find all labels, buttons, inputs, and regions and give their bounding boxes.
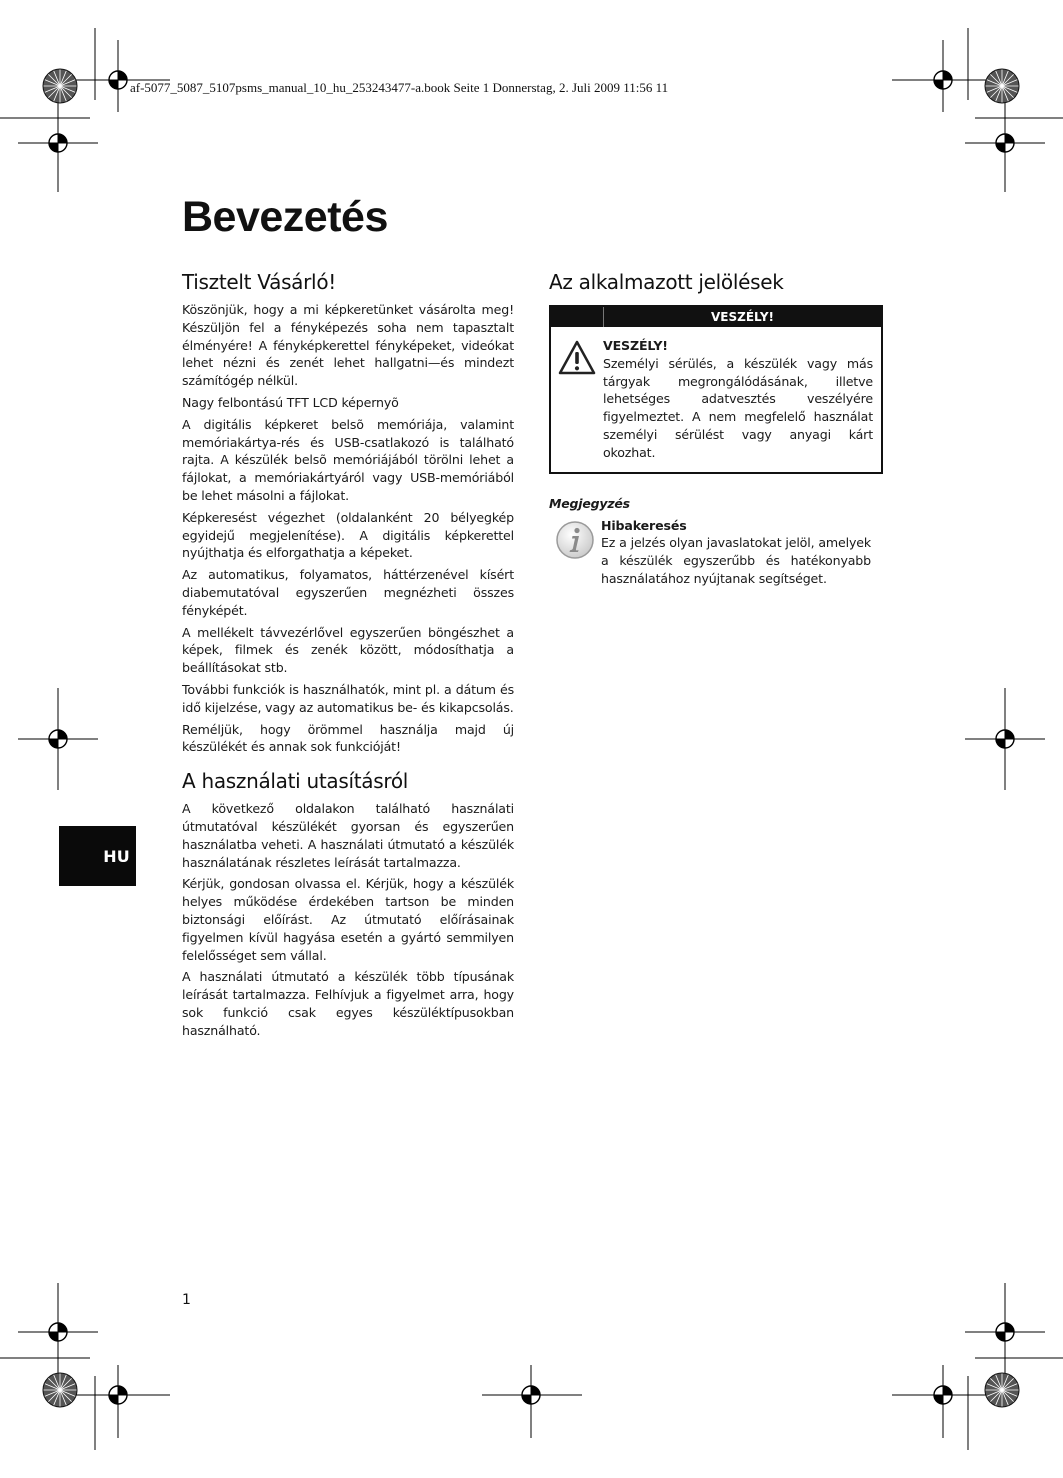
print-header: af-5077_5087_5107psms_manual_10_hu_253243477-a.book Seite 1 Donnerstag, 2. Juli 2009 11:56 11: [130, 80, 669, 95]
paragraph: Kérjük, gondosan olvassa el. Kérjük, hogy a készülék helyes működése érdekében tartson be minden biztonsági előírást. Az útmutató előírásainak figyelmen kívül hagyása esetén a gyártó semmilyen felelősséget sem vállal.: [182, 876, 514, 963]
right-column: [549, 270, 881, 592]
section-heading-symbols: Az alkalmazott jelölések: [549, 270, 784, 294]
section-heading-manual: A használati utasításról: [182, 769, 409, 794]
warning-triangle-icon: [551, 337, 603, 466]
danger-header: [551, 307, 881, 327]
paragraph: A mellékelt távvezérlővel egyszerűen böngészhet a képek, filmek és zenék között, módosíthatja a beállításokat stb.: [182, 624, 514, 676]
page-title: Bevezetés: [182, 193, 388, 241]
note-label: Megjegyzés: [549, 495, 630, 511]
danger-header-spacer: [551, 307, 604, 327]
paragraph: Az automatikus, folyamatos, háttérzenével kísért diabemutatóval egyszerűen megnézheti összes fényképét.: [182, 567, 514, 618]
danger-description: Személyi sérülés, a készülék vagy más tárgyak megrongálódásának, illetve lehetséges adatvesztés veszélyére figyelmeztet. A nem megfelelő használat személyi sérülést vagy anyagi kárt okozhat.: [603, 355, 873, 460]
danger-title: VESZÉLY!: [603, 338, 668, 353]
note-title: Hibakeresés: [601, 517, 687, 533]
page-number: 1: [182, 1292, 191, 1308]
language-tab: HU: [59, 826, 136, 886]
paragraph: Köszönjük, hogy a mi képkeretünket vásárolta meg! Készüljön fel a fényképezés soha nem tapasztalt élményére! A fényképkerettel fényképeket, videókat lehet nézni és zenét lehet hallgatni—és mindezt számítógép nélkül.: [182, 302, 514, 389]
paragraph: A digitális képkeret belsõ memóriája, valamint memóriakártya-rés és USB-csatlakozó is található rajta. A készülék belsõ memóriájából törölni lehet a fájlokat, a memóriakártyáról vagy USB-memóriából be lehet másolni a fájlokat.: [182, 416, 514, 503]
paragraph: Képkeresést végezhet (oldalanként 20 bélyegkép egyidejű megjelenítése). A digitális képkerettel nyújthatja és elforgathatja a képeket.: [182, 509, 514, 561]
danger-body: [551, 327, 881, 472]
info-icon: [549, 517, 601, 592]
note-block: [549, 517, 881, 592]
danger-box: [549, 305, 883, 474]
note-text: [601, 517, 871, 592]
paragraph: További funkciók is használhatók, mint pl. a dátum és idő kijelzése, vagy az automatikus be- és kikapcsolás.: [182, 681, 514, 715]
danger-header-label: VESZÉLY!: [711, 310, 774, 324]
paragraph: Reméljük, hogy örömmel használja majd új készülékét és annak sok funkcióját!: [182, 721, 514, 755]
left-column: [182, 270, 514, 1043]
paragraph: Nagy felbontású TFT LCD képernyõ: [182, 394, 399, 410]
note-description: Ez a jelzés olyan javaslatokat jelöl, amelyek a készülék egyszerűbb és hatékonyabb használatához nyújtanak segítséget.: [601, 535, 871, 586]
paragraph: A következő oldalakon található használati útmutatóval készülékét gyorsan és egyszerűen használatba veheti. A használati útmutató a készülék használatának részletes leírását tartalmazza.: [182, 801, 514, 870]
section-heading-greeting: Tisztelt Vásárló!: [182, 270, 336, 294]
danger-text: [603, 337, 873, 466]
paragraph: A használati útmutató a készülék több típusának leírását tartalmazza. Felhívjuk a figyelmet arra, hogy sok funkció csak egyes készüléktípusokban használható.: [182, 969, 514, 1038]
